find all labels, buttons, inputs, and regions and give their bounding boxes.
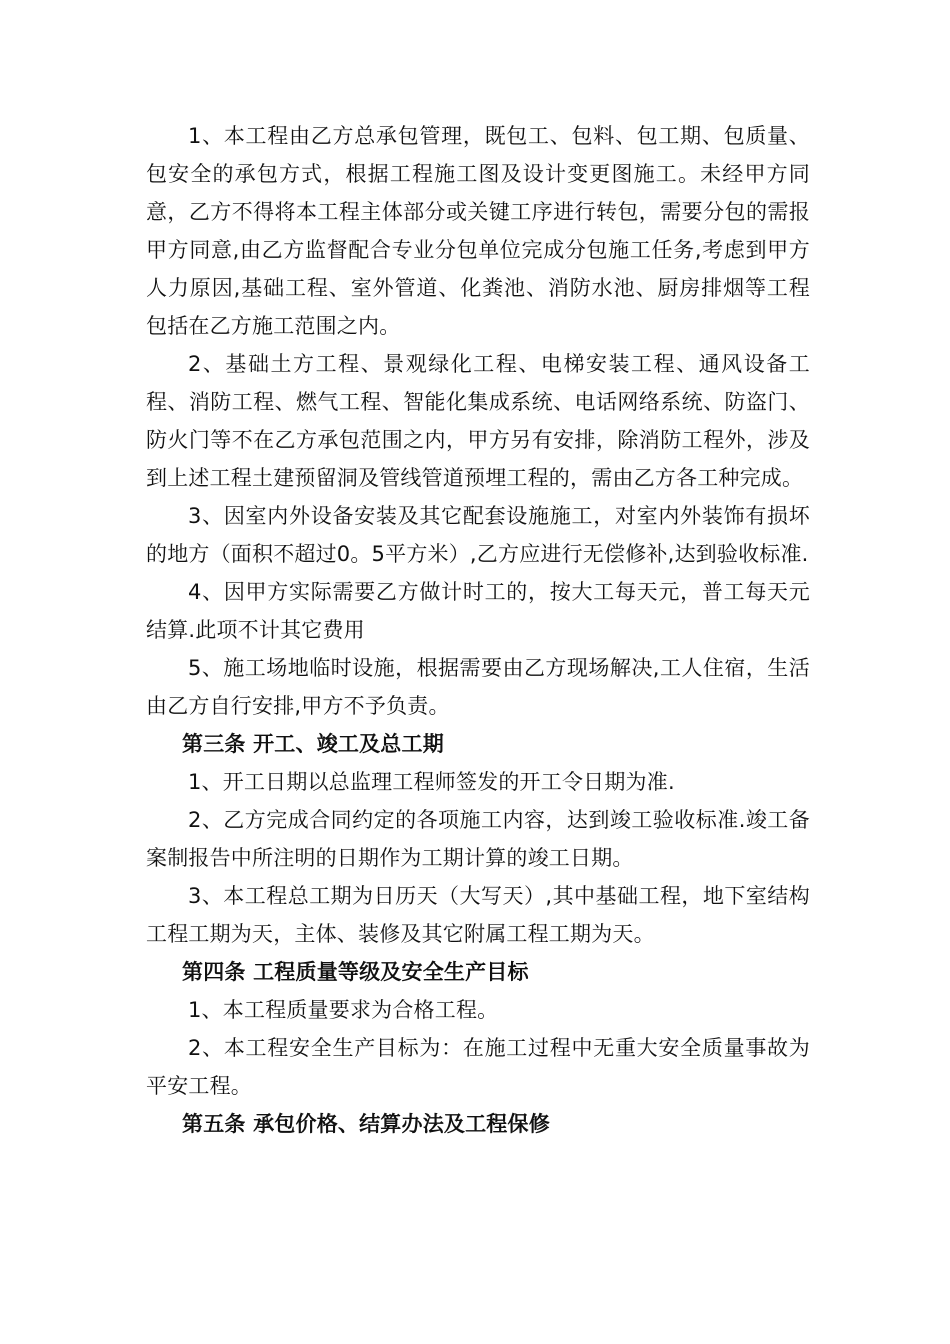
section-heading-article-3: 第三条 开工、竣工及总工期 (182, 732, 444, 756)
article-4-item-2: 2、本工程安全生产目标为：在施工过程中无重大安全质量事故为平安工程。 (146, 1036, 810, 1098)
clause-item-3: 3、因室内外设备安装及其它配套设施施工，对室内外装饰有损坏的地方（面积不超过0。5平方米）,乙方应进行无偿修补,达到验收标准. (146, 504, 810, 566)
article-4-item-1: 1、本工程质量要求为合格工程。 (188, 998, 499, 1022)
article-3-item-2: 2、乙方完成合同约定的各项施工内容，达到竣工验收标准.竣工备案制报告中所注明的日期作为工期计算的竣工日期。 (146, 808, 810, 870)
section-heading-article-4: 第四条 工程质量等级及安全生产目标 (182, 960, 529, 984)
clause-item-2: 2、基础土方工程、景观绿化工程、电梯安装工程、通风设备工程、消防工程、燃气工程、智能化集成系统、电话网络系统、防盗门、防火门等不在乙方承包范围之内，甲方另有安排，除消防工程外，涉及到上述工程土建预留洞及管线管道预埋工程的，需由乙方各工种完成。 (146, 352, 810, 490)
clause-item-4: 4、因甲方实际需要乙方做计时工的，按大工每天元，普工每天元结算.此项不计其它费用 (146, 580, 810, 642)
clause-item-5: 5、施工场地临时设施，根据需要由乙方现场解决,工人住宿，生活由乙方自行安排,甲方不予负责。 (146, 656, 810, 718)
clause-item-1: 1、本工程由乙方总承包管理，既包工、包料、包工期、包质量、包安全的承包方式，根据工程施工图及设计变更图施工。未经甲方同意，乙方不得将本工程主体部分或关键工序进行转包，需要分包的需报甲方同意,由乙方监督配合专业分包单位完成分包施工任务,考虑到甲方人力原因,基础工程、室外管道、化粪池、消防水池、厨房排烟等工程包括在乙方施工范围之内。 (146, 124, 810, 338)
article-3-item-3: 3、本工程总工期为日历天（大写天）,其中基础工程，地下室结构工程工期为天，主体、装修及其它附属工程工期为天。 (146, 884, 810, 946)
document-body (146, 117, 810, 1143)
article-3-item-1: 1、开工日期以总监理工程师签发的开工令日期为准. (188, 770, 675, 794)
section-heading-article-5: 第五条 承包价格、结算办法及工程保修 (182, 1112, 550, 1136)
